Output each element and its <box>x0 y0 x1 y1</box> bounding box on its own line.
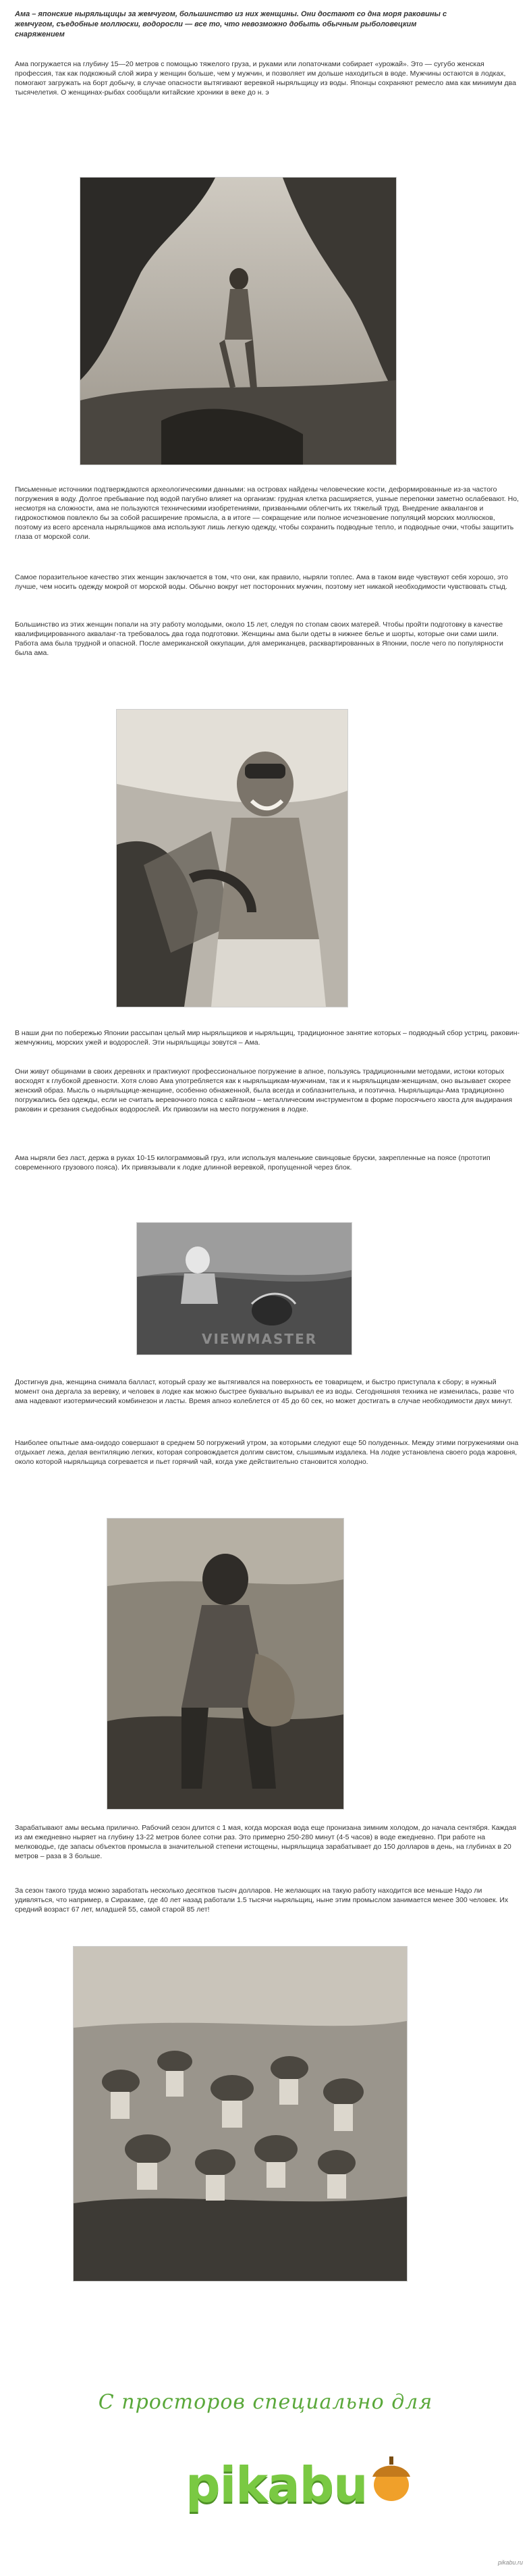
paragraph: Ама погружается на глубину 15—20 метров с помощью тяжелого груза, и руками или лопаточками собирает «урожай». Это — сугубо женская профессия, так как подкожный слой жира у женщин больше, чем у мужчин, и позволяет им дольше находиться в воде. Мужчины остаются в лодках, помогают загружать на борт добычу, в случае опасности вытягивают веревкой ныряльщицу из воды. Японцы сохраняют ремесло ама как минимум два тысячелетия. О женщинах-рыбах сообщали китайские хроники в веке до н. э <box>15 60 516 97</box>
photo2-image <box>117 710 347 1007</box>
paragraph: Они живут общинами в своих деревнях и практикуют профессиональное погружение в апное, пользуясь традиционными методами, истоки которых восходят к глубокой древности. Хотя слово Ама употребляется как к ныряльщикам-мужчинам, так и к ныряльщицам-женщинам, оно вызывает скорее женский образ. Мысль о ныряльщице-женщине, особенно обнаженной, была всегда и соблазнительна, и поэтична. Ныряльщицы-Ама традиционно погружались без одежды, если не считать веревочного пояса с кайганом – металлическим инструментом в форме поросячьего хвоста для выдирания раковин и срезания съедобных водорослей. Их привозили на место погружения в лодке. <box>15 1068 513 1113</box>
paragraph: Наиболее опытные ама-оидодо совершают в среднем 50 погружений утром, за которыми следуют еще 50 полуденных. Между этими погружениями она отдыхает лежа, делая вентиляцию легких, которая сопровождается долгим свистом, слышимым издалека. На лодке установлена своего рода жаровня, около которой ныряльщица согревается и пьет горячий чай, когда уже действительно становится холодно. <box>15 1439 519 1466</box>
paragraph: В наши дни по побережью Японии рассыпан целый мир ныряльщиков и ныряльщиц, традиционное занятие которых – подводный сбор устриц, раковин-жемчужниц, морских ужей и водорослей. Эти ныряльщицы зовутся – Ама. <box>15 1029 520 1047</box>
pikabu-logo-text: pikabu <box>186 2456 368 2513</box>
photo-group-of-ama <box>73 1946 408 2282</box>
paragraph: За сезон такого труда можно заработать несколько десятков тысяч долларов. Не желающих на такую работу находится все меньше Надо ли удивляться, что например, в Сиракаме, где 40 лет назад работали 1.5 тысячи ныряльщиц, ныне этим промыслом занимается менее 300 человек. Их средний возраст 67 лет, младшей 55, самой старой 85 лет! <box>15 1887 509 1914</box>
footer-tagline: С просторов специально для <box>98 2390 433 2414</box>
acorn-icon <box>364 2452 418 2506</box>
intro-text: Ама – японские ныряльщицы за жемчугом, большинство из них женщины. Они достают со дна моря раковины с жемчугом, съедобные моллюски, водоросли — все то, что невозможно добыть обычным рыболовецким снаряжением <box>15 10 447 38</box>
paragraph: Самое поразительное качество этих женщин заключается в том, что они, как правило, ныряли топлес. Ама в таком виде чувствуют себя хорошо, это лучше, чем носить одежду мокрой от морской воды. Обычно вокруг нет посторонних мужчин, поэтому нет никакой необходимости чувствовать стыд. <box>15 573 508 591</box>
photo5-image <box>74 1947 407 2281</box>
photo1-image <box>80 178 396 465</box>
photo3-watermark: VIEWMASTER <box>202 1331 318 1347</box>
corner-watermark: pikabu.ru <box>497 2559 523 2566</box>
paragraph: Зарабатывают амы весьма прилично. Рабочий сезон длится с 1 мая, когда морская вода еще пронизана зимним холодом, до начала сентября. Каждая из ам ежедневно ныряет на глубину 13-22 метров более сотни раз. Это примерно 250-280 минут (4-5 часов) в воде ежедневно. При работе на мелководье, где запасы объектов промысла в значительной степени истощены, ныряльщица зарабатывает до 150 долларов в день, на глубинах в 20 метров – раза в 3 больше. <box>15 1824 517 1860</box>
paragraph: Ама ныряли без ласт, держа в руках 10-15 килограммовый груз, или используя маленькие свинцовые бруски, закрепленные на поясе (прототип современного грузового пояса). Их привязывали к лодке длинной веревкой, пропущенной через блок. <box>15 1154 491 1172</box>
photo-ama-with-basket <box>107 1518 344 1810</box>
paragraph: Письменные источники подтверждаются археологическими данными: на островах найдены человеческие кости, деформированные из-за частого погружения в воду. Долгое пребывание под водой пагубно влияет на организм: грудная клетка расширяется, ушные перепонки заметно ослабевают. Но, несмотря на сложности, ама не пользуются техническими изобретениями, призванными облегчить их тяжелый труд. Внедрение аквалангов и гидрокостюмов повлекло бы за собой расширение промысла, а в итоге — сокращение или полное исчезновение популяций морских моллюсков, поэтому из всего арсенала ныряльщиков ама используют лишь легкую одежду, чтобы сохранить подводные тепло, и подводные очки, чтобы защитить глаза от морской соли. <box>15 485 519 541</box>
paragraph: Большинство из этих женщин попали на эту работу молодыми, около 15 лет, следуя по стопам своих матерей. Чтобы пройти подготовку в качестве квалифицированного акваланг-та требовалось два года подготовки. Женщины ама были одеты в нижнее белье и шорты, которые они сами шили. Работа ама была трудной и опасной. После американской оккупации, для американцев, расквартированных в Японии, после чего по популярности была ама. <box>15 621 503 657</box>
photo-smiling-ama <box>116 709 348 1007</box>
pikabu-logo[interactable] <box>186 2444 428 2525</box>
photo4-image <box>107 1519 343 1809</box>
paragraph: Достигнув дна, женщина снимала балласт, который сразу же вытягивался на поверхность ее товарищем, и быстро приступала к сбору; в нужный момент она дергала за веревку, и человек в лодке как можно быстрее буквально вырывал ее из воды. Сегодняшняя техника не изменилась, разве что ама надевают изотермический комбинезон и ласты. Время апноэ колеблется от 45 до 60 сек, но может достигать в случае необходимости двух минут. <box>15 1378 514 1405</box>
photo-ama-on-rocks <box>80 177 397 465</box>
photo-ama-in-water <box>136 1222 352 1355</box>
